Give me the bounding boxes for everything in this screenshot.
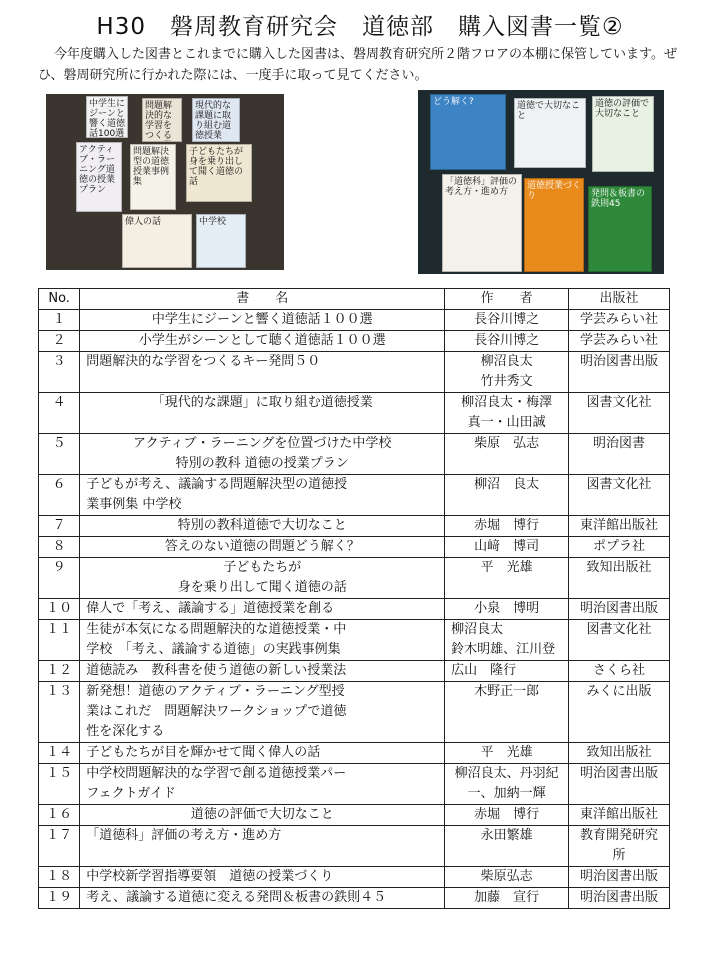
book-author: 柴原弘志 <box>480 869 533 884</box>
book-author: 赤堀 博行 <box>474 807 540 822</box>
book-author: 鈴木明雄、江川登 <box>451 642 556 657</box>
book-cover: 発問＆板書の鉄則45 <box>588 186 652 272</box>
book-title: アクティブ・ラーニングを位置づけた中学校 特別の教科 道徳の授業プラン <box>80 434 445 475</box>
book-cover: 「道徳科」評価の考え方・進め方 <box>442 174 522 272</box>
book-author: 柴原 弘志 <box>474 436 540 451</box>
row-number: ５ <box>39 434 80 475</box>
book-author-cell <box>445 764 569 805</box>
book-cover: 問題解決的な学習をつくる <box>142 98 182 142</box>
book-title: 道徳の評価で大切なこと <box>80 805 445 826</box>
table-row <box>39 516 670 537</box>
table-row <box>39 764 670 805</box>
book-publisher: 東洋館出版社 <box>569 805 670 826</box>
book-title: 問題解決的な学習をつくるキー発問５０ <box>80 352 445 393</box>
table-row <box>39 558 670 599</box>
header-no: No. <box>39 289 80 310</box>
book-author: 柳沼良太・梅澤 <box>461 395 553 410</box>
table-row <box>39 434 670 475</box>
book-title: 中学校新学習指導要領 道徳の授業づくり <box>80 867 445 888</box>
book-publisher: 図書文化社 <box>569 620 670 661</box>
table-row <box>39 661 670 682</box>
book-title: 「現代的な課題」に取り組む道徳授業 <box>80 393 445 434</box>
book-title: 中学生にジーンと響く道徳話１００選 <box>80 310 445 331</box>
book-publisher: 東洋館出版社 <box>569 516 670 537</box>
row-number: ８ <box>39 537 80 558</box>
book-title: 答えのない道徳の問題どう解く？ <box>80 537 445 558</box>
table-row <box>39 599 670 620</box>
book-author: 広山 隆行 <box>451 663 517 678</box>
book-author: 永田繁雄 <box>480 828 533 843</box>
book-title: 子どもたちが目を輝かせて聞く偉人の話 <box>80 743 445 764</box>
book-author: 平 光雄 <box>480 745 533 760</box>
book-author: 柳沼良太、丹羽紀 <box>454 766 559 781</box>
table-row <box>39 743 670 764</box>
table-row <box>39 888 670 909</box>
row-number: １８ <box>39 867 80 888</box>
book-author: 一、加納一輝 <box>467 786 546 801</box>
book-publisher: 明治図書出版 <box>569 888 670 909</box>
book-cover: 子どもたちが身を乗り出して聞く道徳の話 <box>186 144 252 202</box>
book-author-cell <box>445 682 569 743</box>
book-author-cell <box>445 867 569 888</box>
row-number: ７ <box>39 516 80 537</box>
book-author: 長谷川博之 <box>474 312 540 327</box>
book-publisher: 致知出版社 <box>569 743 670 764</box>
book-publisher: 明治図書 <box>569 434 670 475</box>
book-author: 長谷川博之 <box>474 333 540 348</box>
book-publisher: 明治図書出版 <box>569 867 670 888</box>
book-publisher: 図書文化社 <box>569 393 670 434</box>
book-author: 柳沼 良太 <box>474 477 540 492</box>
book-author: 竹井秀文 <box>480 374 533 389</box>
book-cover: 中学校 <box>196 214 246 268</box>
book-author-cell <box>445 352 569 393</box>
book-author-cell <box>445 620 569 661</box>
book-author-cell <box>445 599 569 620</box>
book-author-cell <box>445 393 569 434</box>
book-author-cell <box>445 826 569 867</box>
book-cover: 問題解決型の道徳授業事例集 <box>130 144 176 210</box>
book-title: 中学校問題解決的な学習で創る道徳授業パー フェクトガイド <box>80 764 445 805</box>
book-publisher: 致知出版社 <box>569 558 670 599</box>
book-author-cell <box>445 434 569 475</box>
book-cover: 偉人の話 <box>122 214 192 268</box>
intro-paragraph: 今年度購入した図書とこれまでに購入した図書は、磐周教育研究所２階フロアの本棚に保管しています。ぜひ、磐周研究所に行かれた際には、一度手に取って見てください。 <box>38 47 677 83</box>
table-row <box>39 352 670 393</box>
book-publisher: さくら社 <box>569 661 670 682</box>
book-author: 小泉 博明 <box>474 601 540 616</box>
row-number: １ <box>39 310 80 331</box>
book-cover: アクティブ・ラーニング道徳の授業プラン <box>76 142 122 212</box>
book-title: 子どもが考え、議論する問題解決型の道徳授 業事例集 中学校 <box>80 475 445 516</box>
book-title: 子どもたちが 身を乗り出して聞く道徳の話 <box>80 558 445 599</box>
book-cover: 中学生にジーンと響く道徳話100選 <box>86 96 128 138</box>
book-author: 木野正一郎 <box>474 684 540 699</box>
book-publisher: 明治図書出版 <box>569 599 670 620</box>
book-publisher: 教育開発研究所 <box>569 826 670 867</box>
book-author: 平 光雄 <box>480 560 533 575</box>
book-author-cell <box>445 331 569 352</box>
book-author-cell <box>445 743 569 764</box>
book-author: 加藤 宣行 <box>474 890 540 905</box>
row-number: １６ <box>39 805 80 826</box>
row-number: １３ <box>39 682 80 743</box>
row-number: ２ <box>39 331 80 352</box>
row-number: ３ <box>39 352 80 393</box>
table-row <box>39 537 670 558</box>
book-author-cell <box>445 805 569 826</box>
book-author-cell <box>445 516 569 537</box>
book-author: 山﨑 博司 <box>474 539 540 554</box>
book-title: 考え、議論する道徳に変える発問＆板書の鉄則４５ <box>80 888 445 909</box>
row-number: １５ <box>39 764 80 805</box>
header-title: 書 名 <box>80 289 445 310</box>
book-publisher: 図書文化社 <box>569 475 670 516</box>
book-cover: 道徳授業づくり <box>524 178 584 272</box>
row-number: １２ <box>39 661 80 682</box>
row-number: １９ <box>39 888 80 909</box>
table-row <box>39 805 670 826</box>
book-title: 道徳読み 教科書を使う道徳の新しい授業法 <box>80 661 445 682</box>
book-author-cell <box>445 888 569 909</box>
row-number: ６ <box>39 475 80 516</box>
page-title: H30 磐周教育研究会 道徳部 購入図書一覧② <box>96 14 624 40</box>
book-title: 「道徳科」評価の考え方・進め方 <box>80 826 445 867</box>
table-row <box>39 331 670 352</box>
book-author: 真一・山田誠 <box>467 415 546 430</box>
book-author-cell <box>445 661 569 682</box>
book-author-cell <box>445 558 569 599</box>
book-publisher: みくに出版 <box>569 682 670 743</box>
book-title: 新発想！道徳のアクティブ・ラーニング型授 業はこれだ 問題解決ワークショップで道徳 性を深化する <box>80 682 445 743</box>
book-author-cell <box>445 537 569 558</box>
book-cover: どう解く? <box>430 94 506 170</box>
book-publisher: 明治図書出版 <box>569 352 670 393</box>
book-title: 小学生がシーンとして聴く道徳話１００選 <box>80 331 445 352</box>
row-number: １０ <box>39 599 80 620</box>
table-row <box>39 310 670 331</box>
header-publisher: 出版社 <box>569 289 670 310</box>
book-cover: 現代的な課題に取り組む道徳授業 <box>192 98 240 142</box>
bookshelf-photo-left <box>46 94 284 270</box>
book-author-cell <box>445 475 569 516</box>
table-header-row <box>39 289 670 310</box>
bookshelf-photo-right <box>418 90 664 274</box>
book-author: 赤堀 博行 <box>474 518 540 533</box>
book-author-cell <box>445 310 569 331</box>
book-author: 柳沼良太 <box>451 622 504 637</box>
row-number: １４ <box>39 743 80 764</box>
table-row <box>39 867 670 888</box>
row-number: ９ <box>39 558 80 599</box>
book-title: 生徒が本気になる問題解決的な道徳授業・中 学校 「考え、議論する道徳」の実践事例集 <box>80 620 445 661</box>
row-number: １１ <box>39 620 80 661</box>
table-row <box>39 826 670 867</box>
table-row <box>39 393 670 434</box>
book-title: 特別の教科道徳で大切なこと <box>80 516 445 537</box>
table-row <box>39 620 670 661</box>
book-author: 柳沼良太 <box>480 354 533 369</box>
table-row <box>39 682 670 743</box>
book-publisher: ポプラ社 <box>569 537 670 558</box>
book-cover: 道徳の評価で大切なこと <box>592 96 654 172</box>
book-title: 偉人で「考え、議論する」道徳授業を創る <box>80 599 445 620</box>
row-number: １７ <box>39 826 80 867</box>
book-list-table <box>38 288 670 909</box>
header-author: 作 者 <box>445 289 569 310</box>
book-publisher: 学芸みらい社 <box>569 310 670 331</box>
book-cover: 道徳で大切なこと <box>514 98 586 168</box>
book-publisher: 学芸みらい社 <box>569 331 670 352</box>
row-number: ４ <box>39 393 80 434</box>
book-publisher: 明治図書出版 <box>569 764 670 805</box>
table-row <box>39 475 670 516</box>
